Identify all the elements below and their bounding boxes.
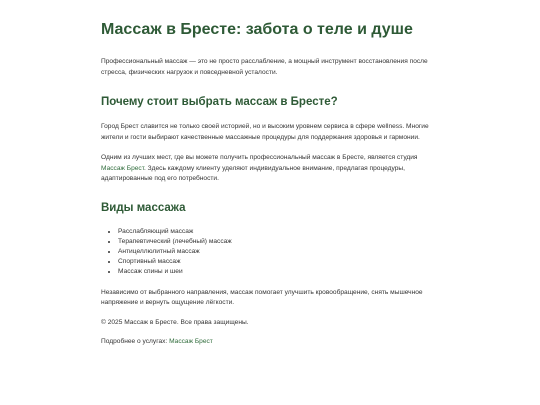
studio-text-after: . Здесь каждому клиенту уделяют индивидуальное внимание, предлагая процедуры, адаптированные под его потребности. <box>101 164 405 182</box>
intro-paragraph: Профессиональный массаж — это не просто расслабление, а мощный инструмент восстановления после стресса, физических нагрузок и повседневной усталости. <box>101 58 428 76</box>
studio-paragraph <box>101 153 439 185</box>
massage-types-list <box>101 227 439 278</box>
more-info-line <box>101 337 439 348</box>
list-item: • Спортивный массаж <box>118 257 439 267</box>
studio-link[interactable]: Массаж Брест <box>101 164 144 172</box>
more-info-link[interactable]: Массаж Брест <box>169 338 213 346</box>
article <box>101 0 439 348</box>
benefits-paragraph: Независимо от выбранного направления, массаж помогает улучшить кровообращение, снять мышечное напряжение и вернуть ощущение лёгкости. <box>101 288 423 307</box>
list-item: • Терапевтический (лечебный) массаж <box>118 237 439 247</box>
why-heading: Почему стоит выбрать массаж в Бресте? <box>101 96 338 108</box>
list-item: • Расслабляющий массаж <box>118 227 439 237</box>
types-heading: Виды массажа <box>101 201 186 214</box>
list-item: • Антицеллюлитный массаж <box>118 247 439 257</box>
studio-text-before: Одним из лучших мест, где вы можете получить профессиональный массаж в Бресте, является студия <box>101 154 418 161</box>
copyright-text: © 2025 Массаж в Бресте. Все права защищены. <box>101 318 249 326</box>
city-paragraph: Город Брест славится не только своей историей, но и высоким уровнем сервиса в сфере wellness. Многие жители и гости выбирают качественные массажные процедуры для поддержания здоровья и гармонии. <box>101 123 429 141</box>
list-item: • Массаж спины и шеи <box>118 267 439 277</box>
page-title: Массаж в Бресте: забота о теле и душе <box>101 21 413 38</box>
more-info-label: Подробнее о услугах: <box>101 338 170 346</box>
